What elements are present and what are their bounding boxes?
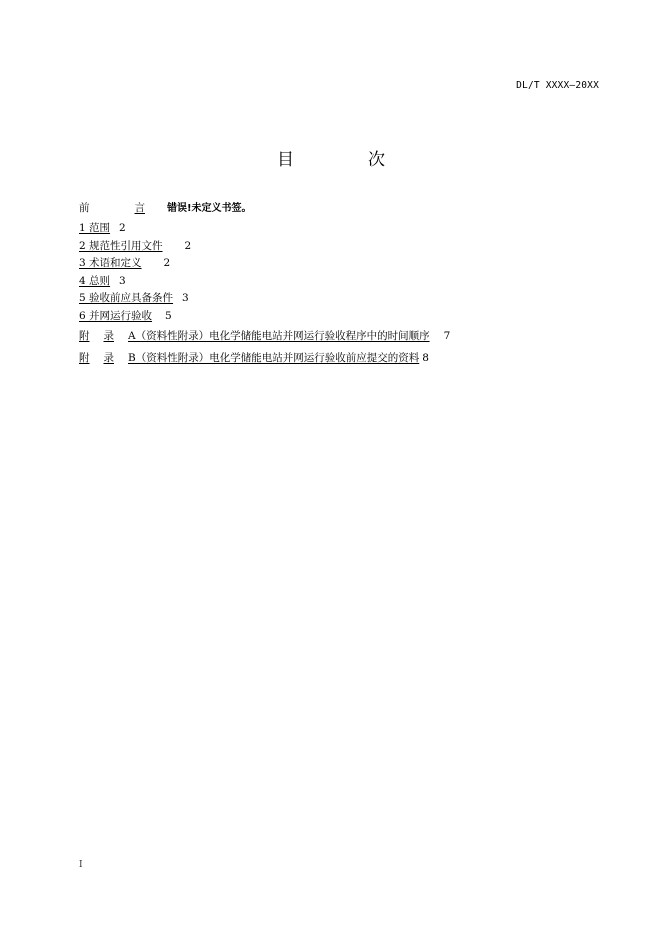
toc-entry[interactable] <box>79 238 450 256</box>
toc-error-text: 错误!未定义书签。 <box>167 203 252 214</box>
toc-appendix-a[interactable] <box>79 325 450 347</box>
toc-entry-preface[interactable] <box>79 200 450 220</box>
toc-appendix-page: 7 <box>443 330 451 342</box>
toc-entry[interactable] <box>79 308 450 326</box>
toc-title <box>0 145 662 170</box>
page-number: I <box>79 860 83 870</box>
toc-entry-page: 2 <box>163 257 171 269</box>
document-code: DL/T XXXX—20XX <box>516 80 599 91</box>
toc-entry-preface-label[interactable]: 前 言 <box>79 202 145 214</box>
toc-entry-label[interactable]: 3 术语和定义 <box>79 257 142 269</box>
toc-entry-label[interactable]: 2 规范性引用文件 <box>79 239 163 252</box>
toc-entry[interactable] <box>79 220 450 238</box>
toc-entry[interactable] <box>79 273 450 291</box>
toc-entry-label[interactable]: 6 并网运行验收 <box>79 309 153 322</box>
toc-entry[interactable] <box>79 290 450 308</box>
toc-entry-page: 3 <box>182 292 189 304</box>
toc-entry-label[interactable]: 5 验收前应具备条件 <box>79 292 174 304</box>
toc-entry-page: 3 <box>119 274 126 287</box>
toc-title-right: 次 <box>368 150 385 170</box>
toc-appendix-label[interactable]: 附 录 B（资料性附录）电化学储能电站并网运行验收前应提交的资料 <box>79 352 420 364</box>
toc-entry-label[interactable]: 1 范围 <box>79 222 111 234</box>
toc-entry-label[interactable]: 4 总则 <box>79 274 111 287</box>
toc-entry[interactable] <box>79 255 450 273</box>
toc-entry-page: 2 <box>119 222 126 234</box>
toc-entry-page: 5 <box>165 309 172 322</box>
toc-appendix-label[interactable]: 附 录 A（资料性附录）电化学储能电站并网运行验收程序中的时间顺序 <box>79 330 430 342</box>
table-of-contents <box>79 200 450 369</box>
toc-title-left: 目 <box>277 150 294 170</box>
toc-appendix-page: 8 <box>422 352 429 364</box>
toc-appendix-b[interactable] <box>79 347 450 369</box>
toc-entry-page: 2 <box>184 239 192 252</box>
